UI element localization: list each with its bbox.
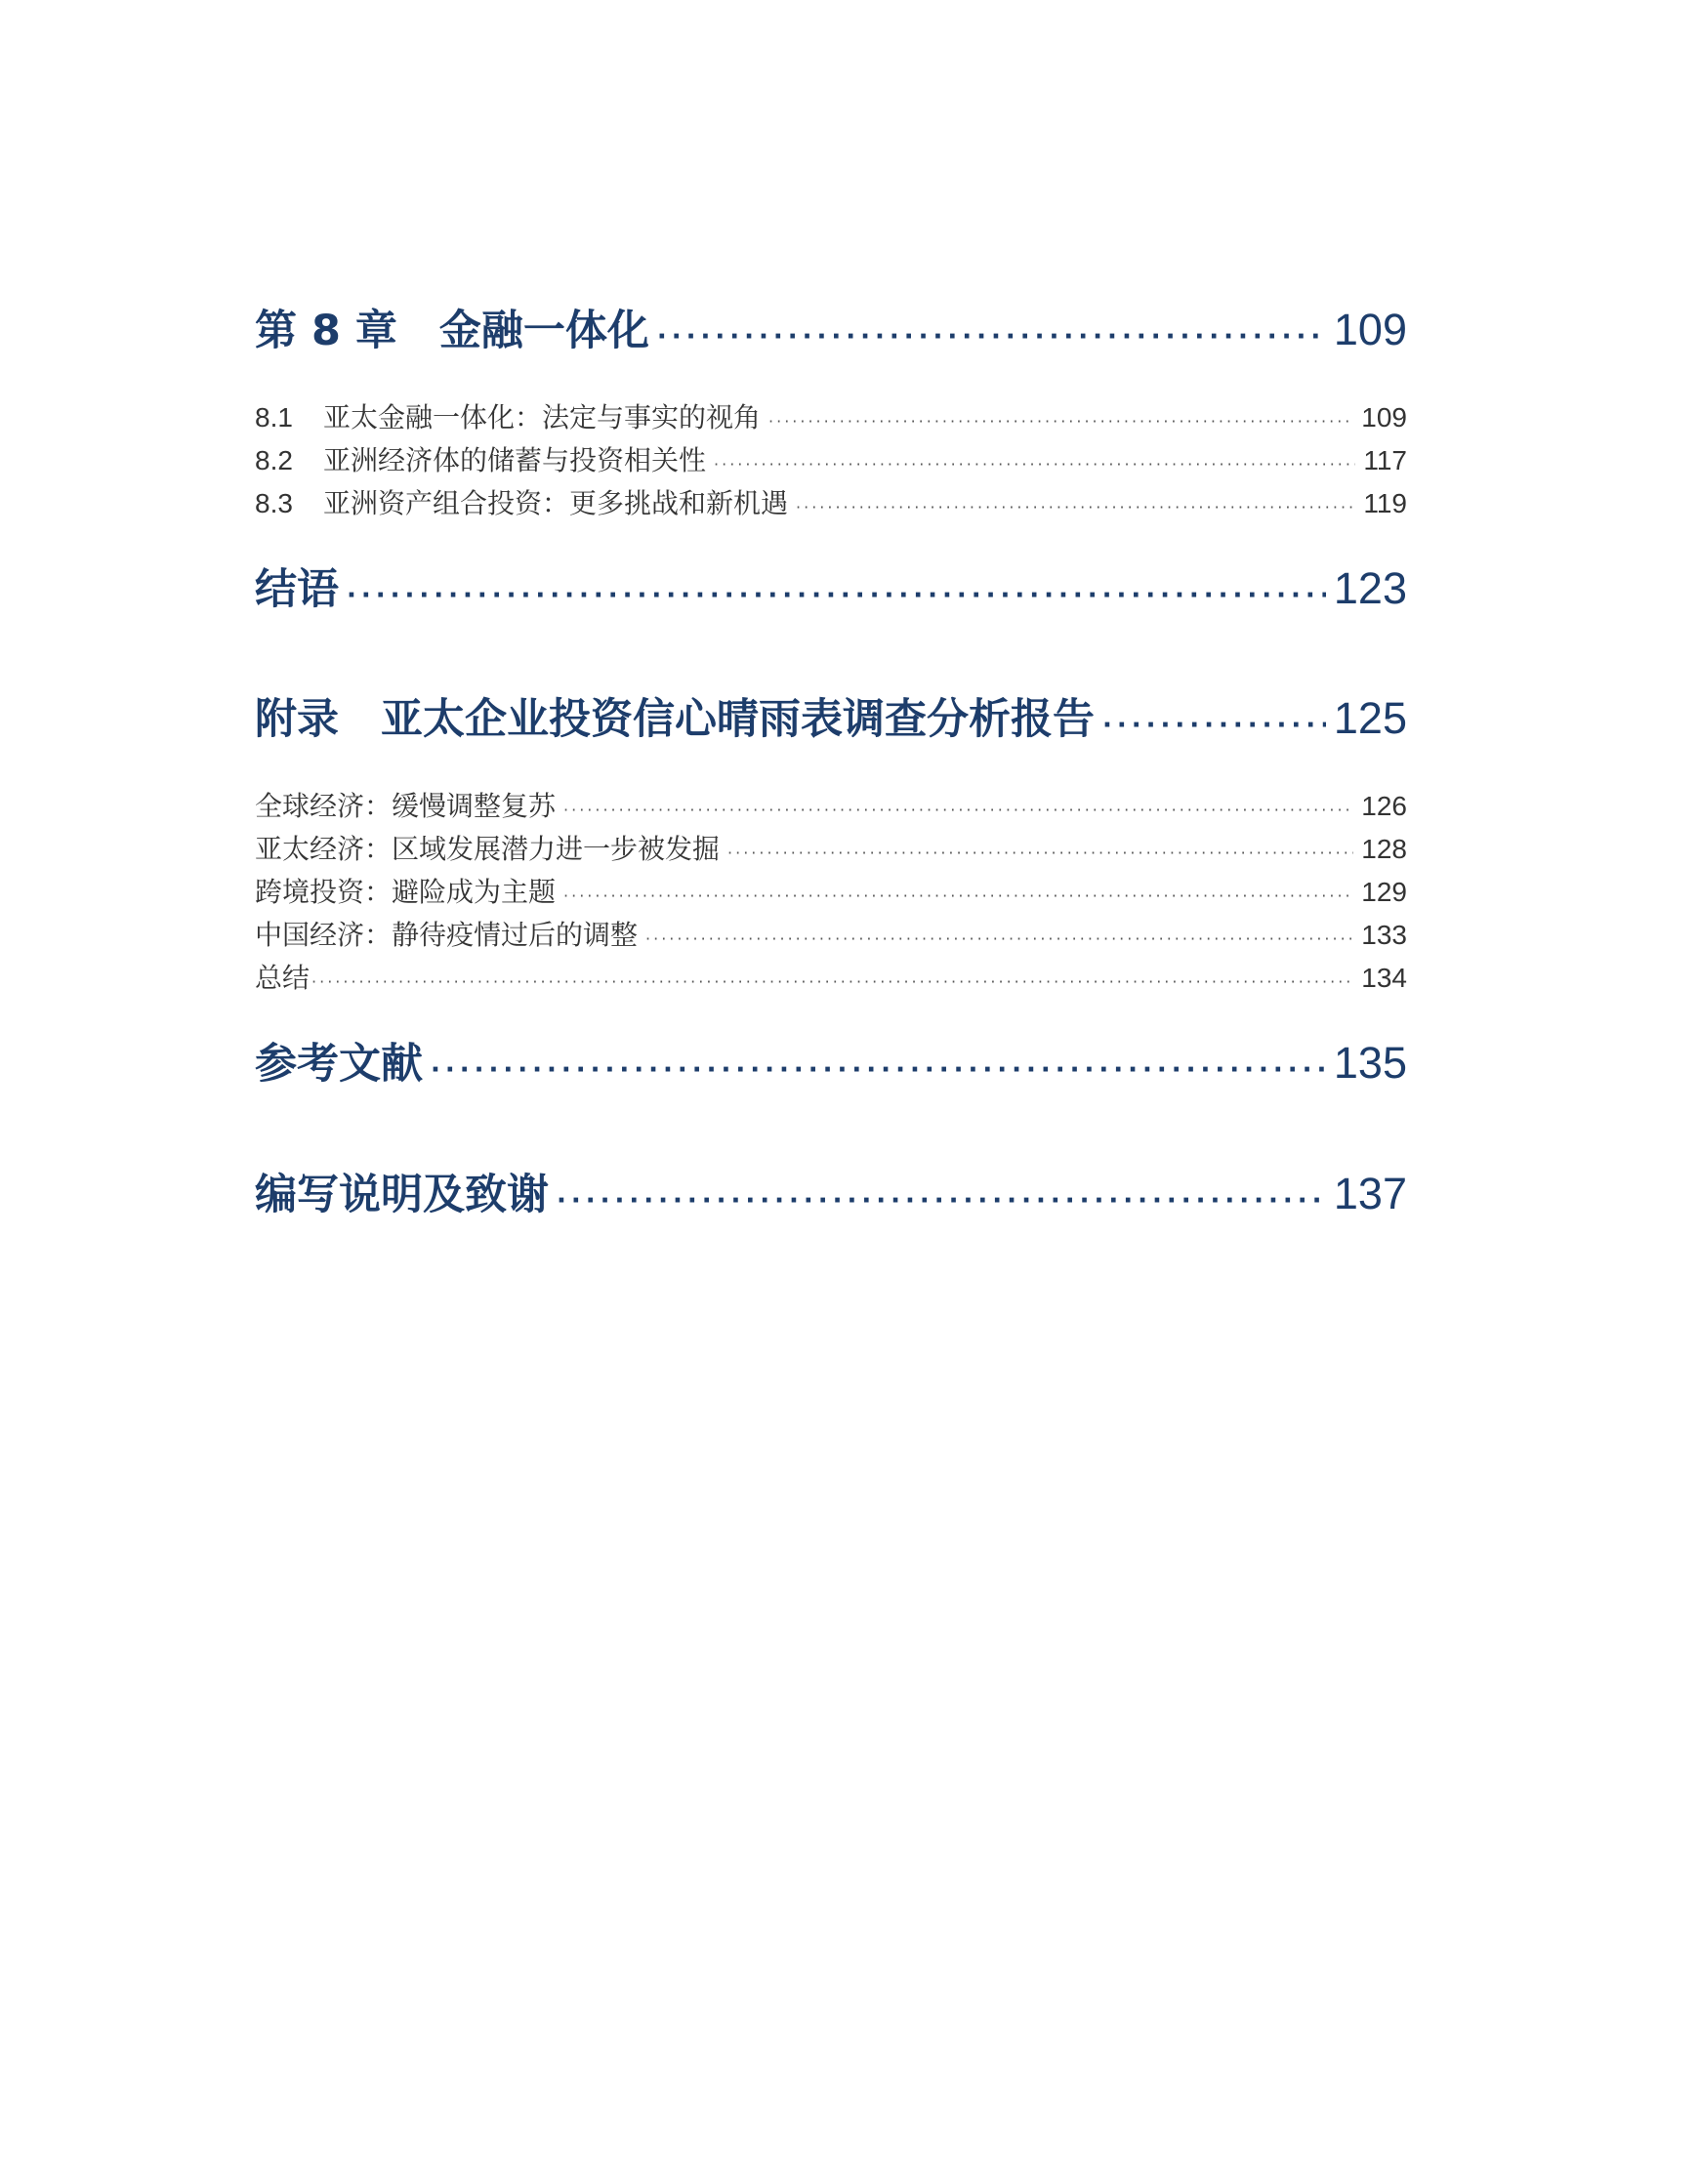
section-page: 134 — [1361, 963, 1407, 993]
section-page: 109 — [1361, 402, 1407, 433]
dot-leader — [431, 1055, 1326, 1085]
toc-entry-appendix-china-economy[interactable] — [255, 914, 1407, 953]
toc-entry-page: 109 — [1333, 305, 1407, 354]
section-page: 133 — [1361, 920, 1407, 950]
section-number: 8.1 — [255, 402, 293, 433]
toc-entry-appendix-asia-pacific-economy[interactable] — [255, 828, 1407, 867]
toc-entry-title: 编写说明及致谢 — [255, 1171, 549, 1219]
dot-leader — [563, 801, 1353, 819]
toc-entry-appendix[interactable] — [255, 686, 1407, 746]
toc-entry-chapter-8[interactable] — [255, 298, 1407, 357]
dot-leader — [645, 929, 1353, 948]
section-page: 129 — [1361, 877, 1407, 907]
section-title: 全球经济：缓慢调整复苏 — [255, 790, 557, 822]
toc-entry-title: 第 8 章 金融一体化 — [255, 307, 649, 355]
section-title: 总结 — [255, 962, 311, 994]
section-page: 119 — [1363, 488, 1407, 518]
dot-leader — [1102, 711, 1326, 740]
toc-entry-section-8-3[interactable] — [255, 482, 1407, 521]
section-title: 亚洲资产组合投资：更多挑战和新机遇 — [323, 487, 789, 519]
section-number: 8.3 — [255, 488, 293, 518]
toc-entry-references[interactable] — [255, 1031, 1407, 1091]
toc-entry-page: 137 — [1333, 1169, 1407, 1218]
dot-leader — [563, 886, 1353, 905]
section-title: 亚太金融一体化：法定与事实的视角 — [323, 401, 762, 433]
dot-leader — [796, 498, 1355, 516]
toc-entry-section-8-2[interactable] — [255, 439, 1407, 478]
toc-entry-acknowledgements[interactable] — [255, 1162, 1407, 1221]
section-title: 亚洲经济体的储蓄与投资相关性 — [323, 444, 707, 476]
toc-entry-appendix-cross-border-investment[interactable] — [255, 871, 1407, 910]
section-page: 126 — [1361, 791, 1407, 821]
toc-entry-title: 结语 — [255, 565, 339, 614]
toc-entry-title: 附录 亚太企业投资信心晴雨表调查分析报告 — [255, 695, 1095, 744]
toc-entry-appendix-global-economy[interactable] — [255, 785, 1407, 824]
section-title: 中国经济：静待疫情过后的调整 — [255, 919, 639, 951]
section-page: 128 — [1361, 834, 1407, 864]
toc-entry-page: 135 — [1333, 1038, 1407, 1088]
dot-leader — [768, 412, 1353, 431]
dot-leader — [557, 1186, 1326, 1216]
section-page: 117 — [1363, 445, 1407, 475]
toc-entry-page: 123 — [1333, 563, 1407, 613]
toc-entry-title: 参考文献 — [255, 1040, 423, 1089]
dot-leader — [714, 455, 1355, 474]
section-title: 亚太经济：区域发展潜力进一步被发掘 — [255, 833, 721, 865]
toc-entry-conclusion[interactable] — [255, 556, 1407, 616]
dot-leader — [727, 844, 1353, 862]
dot-leader — [657, 322, 1326, 351]
section-number: 8.2 — [255, 445, 293, 475]
toc-entry-appendix-summary[interactable] — [255, 957, 1407, 996]
section-title: 跨境投资：避险成为主题 — [255, 876, 557, 908]
toc-entry-section-8-1[interactable] — [255, 396, 1407, 435]
dot-leader — [347, 581, 1326, 610]
dot-leader — [311, 972, 1353, 991]
toc-entry-page: 125 — [1333, 693, 1407, 743]
